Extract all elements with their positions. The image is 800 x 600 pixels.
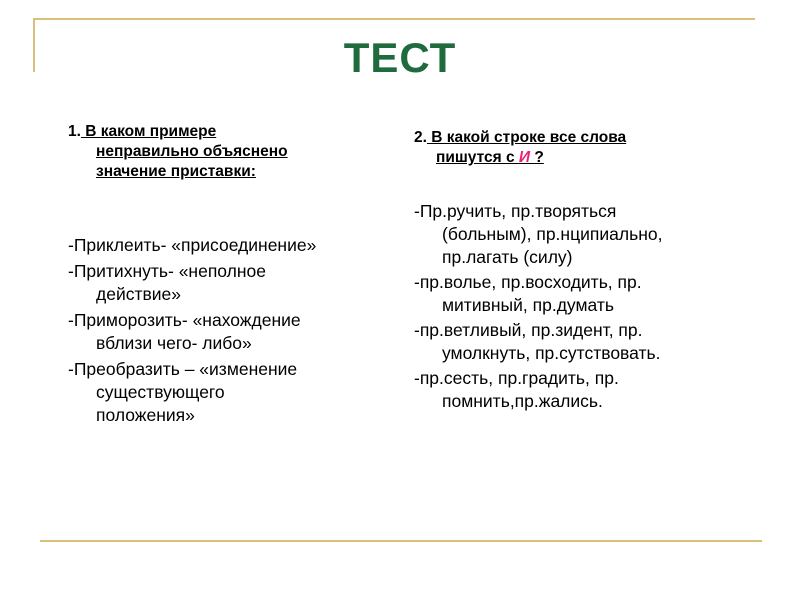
option-item: -Преобразить – «изменение существующего положения»	[68, 359, 298, 425]
top-border-line	[33, 18, 755, 20]
slide-title: ТЕСТ	[343, 34, 457, 81]
question-1-number: 1.	[68, 123, 81, 140]
question-2-options	[414, 200, 784, 413]
option-item: -пр.волье, пр.восходить, пр. митивный, пр.думать	[414, 272, 642, 315]
question-2-block	[414, 128, 784, 415]
question-1-block	[68, 122, 398, 430]
question-1-text	[68, 122, 398, 182]
option-item: -Приморозить- «нахождение вблизи чего- либо»	[68, 310, 301, 353]
question-1-options	[68, 234, 398, 427]
question-2-text	[414, 128, 784, 168]
option-item: -пр.сесть, пр.градить, пр. помнить,пр.жались.	[414, 368, 619, 411]
accent-letter: И	[518, 149, 535, 166]
question-1-line-1: В каком примере	[80, 123, 217, 140]
option-item: -Притихнуть- «неполное действие»	[68, 261, 266, 304]
question-2-line-2: пишутся с И ?	[436, 149, 544, 166]
question-1-line-3: значение приставки:	[96, 163, 256, 180]
question-2-number: 2.	[414, 129, 427, 146]
question-2-line-1: В какой строке все слова	[426, 129, 627, 146]
option-item: -пр.ветливый, пр.зидент, пр. умолкнуть, пр.сутствовать.	[414, 320, 661, 363]
bottom-border-line	[40, 540, 762, 542]
option-item: -Приклеить- «присоединение»	[68, 235, 317, 255]
question-1-line-2: неправильно объяснено	[96, 143, 288, 160]
option-item: -Пр.ручить, пр.творяться (больным), пр.нципиально, пр.лагать (силу)	[414, 201, 663, 267]
